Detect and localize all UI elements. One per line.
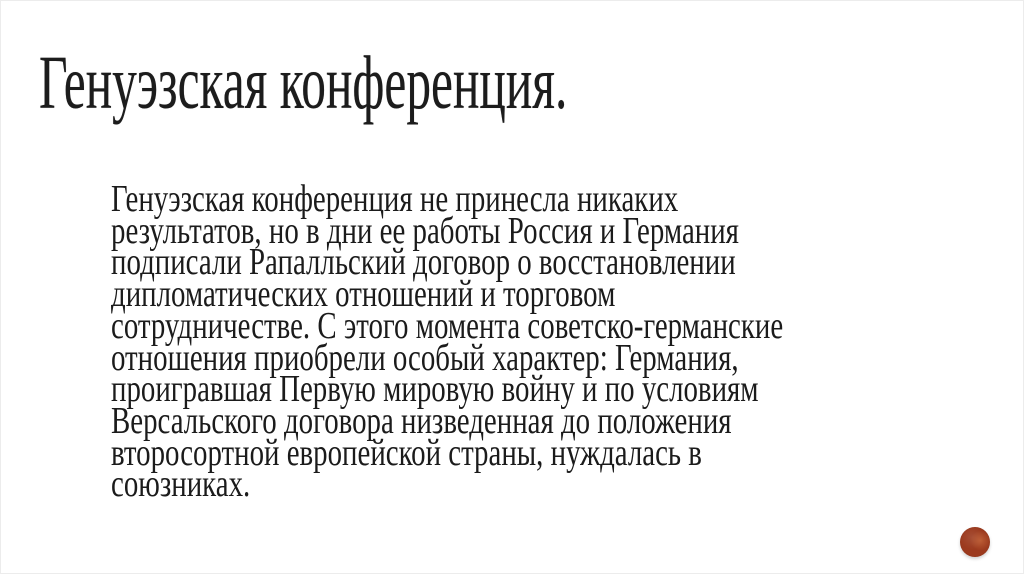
- slide-title: Генуэзская конференция.: [39, 41, 568, 125]
- red-stamp-circle-icon: [960, 527, 990, 557]
- slide-body-paragraph: Генуэзская конференция не принесла никаких результатов, но в дни ее работы Россия и Германия подписали Рапалльский договор о восстановлении дипломатических отношений и торговом сотрудничестве. С этого момента советско-германские отношения приобрели особый характер: Германия, проигравшая Первую мировую войну и по условиям Версальского договора низведенная до положения второсортной европейской страны, нуждалась в союзниках.: [111, 178, 784, 506]
